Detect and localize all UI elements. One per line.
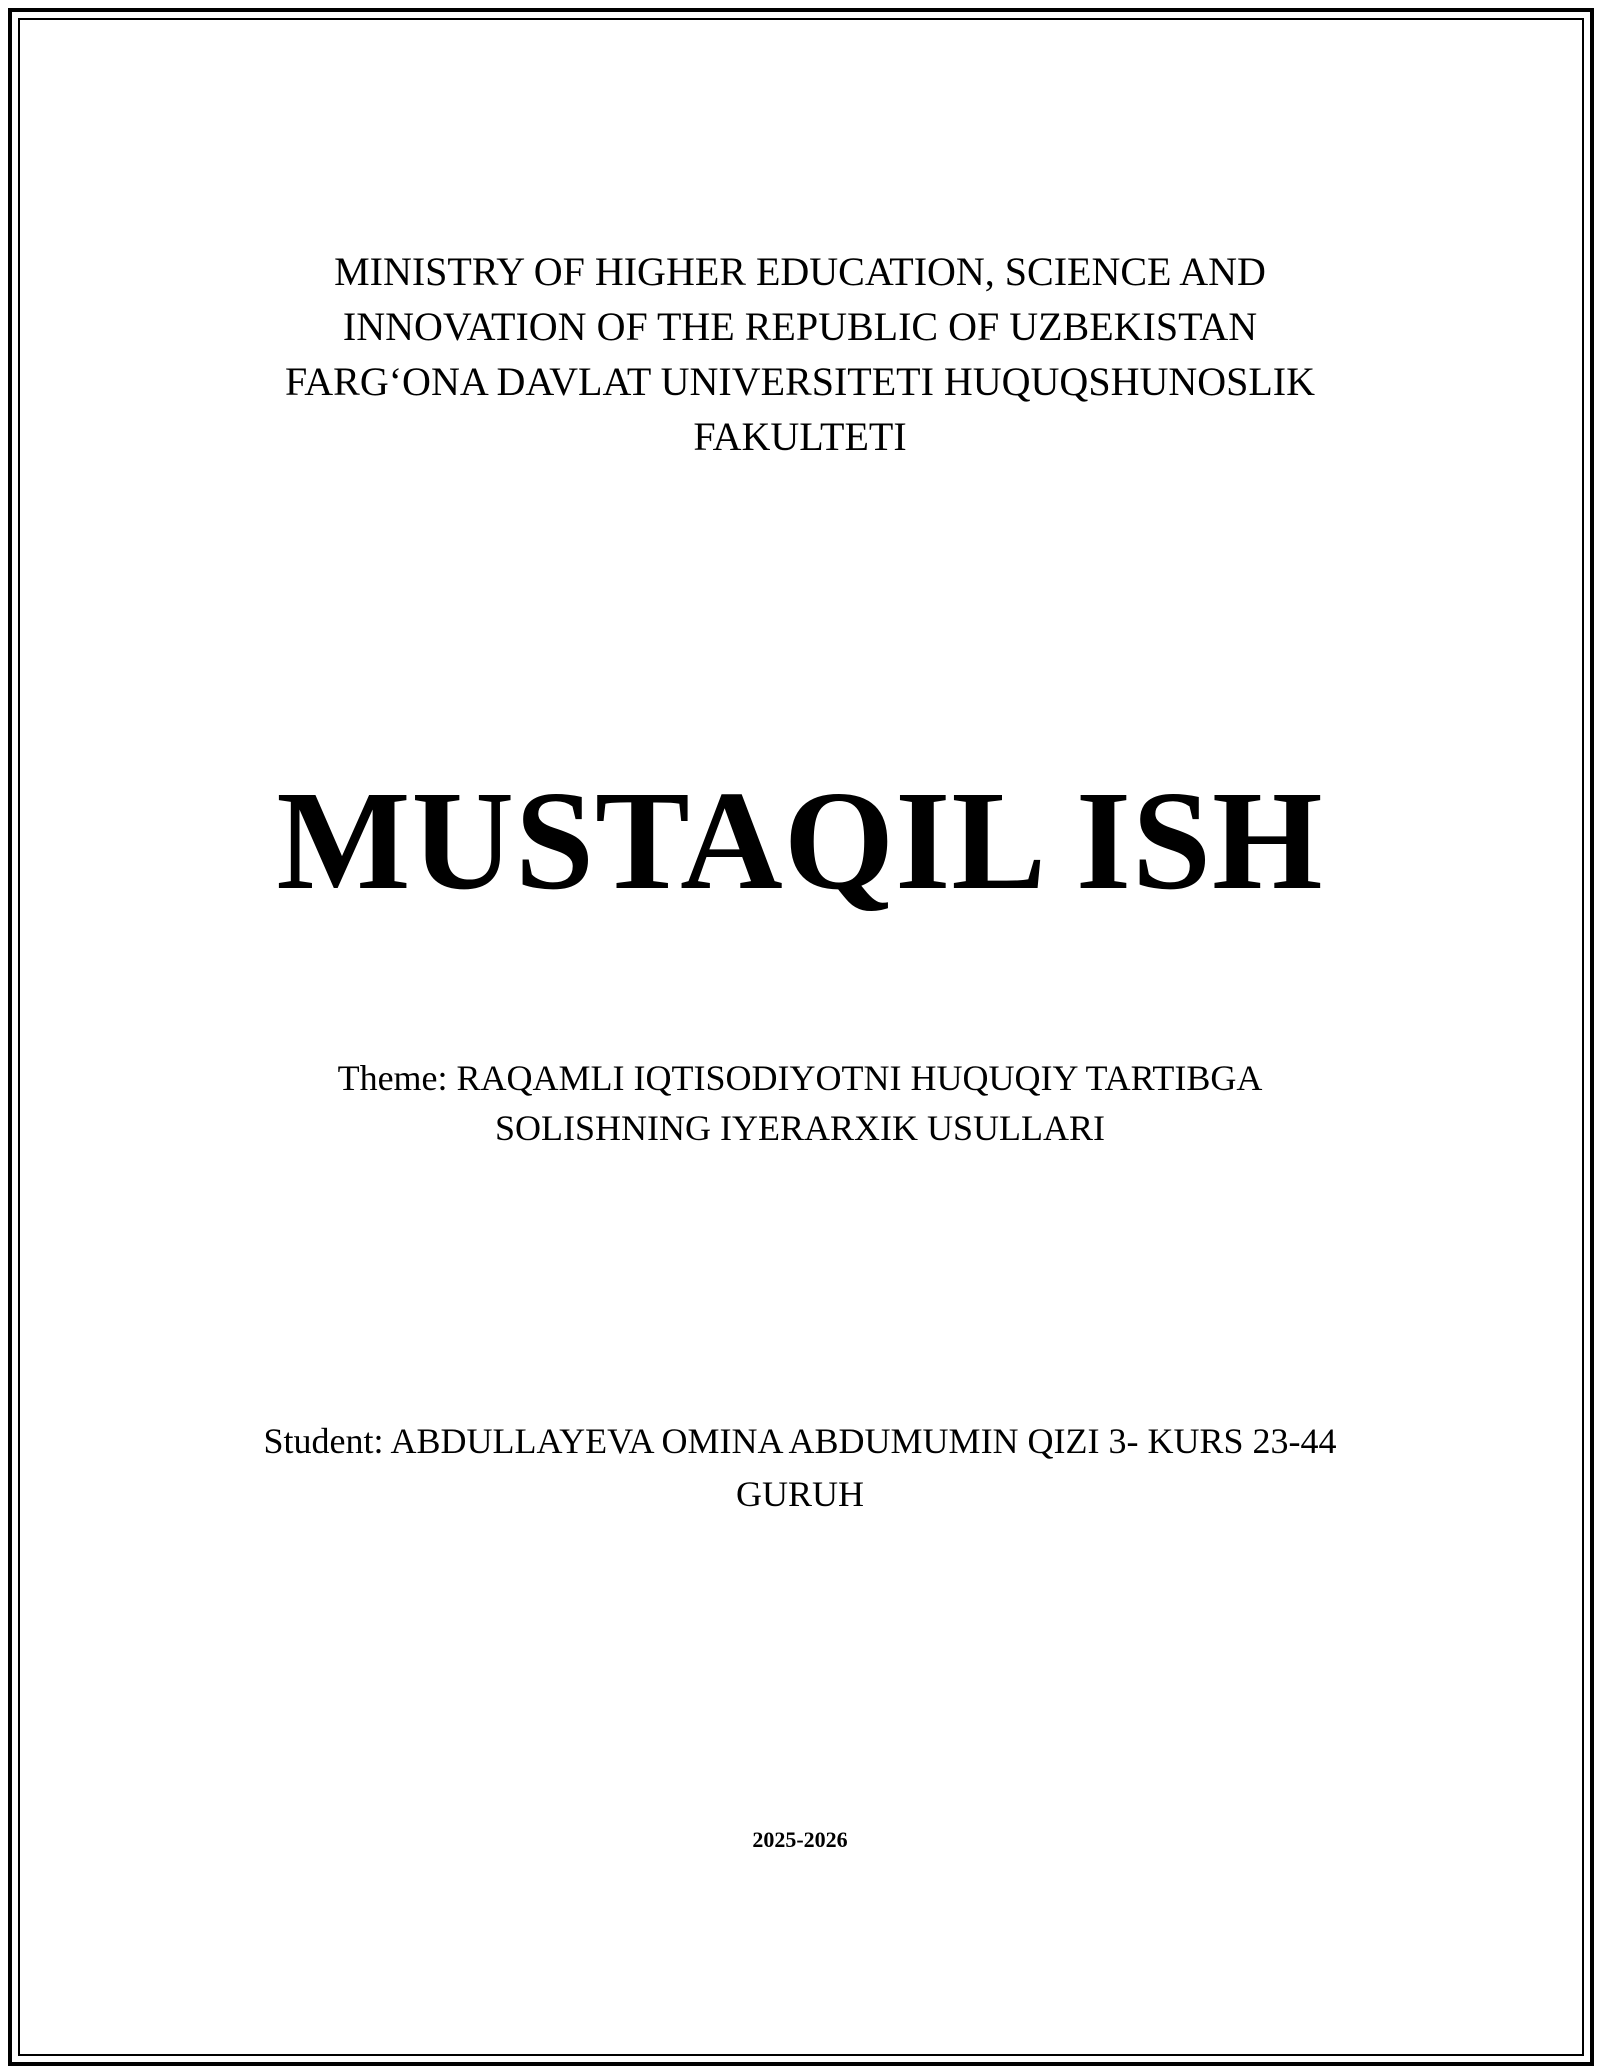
ministry-line-1: MINISTRY OF HIGHER EDUCATION, SCIENCE AND xyxy=(334,249,1266,294)
theme-block xyxy=(0,1053,1600,1153)
ministry-line-2: INNOVATION OF THE REPUBLIC OF UZBEKISTAN xyxy=(342,304,1258,349)
academic-year: 2025-2026 xyxy=(752,1827,848,1852)
theme-line-2: SOLISHNING IYERARXIK USULLARI xyxy=(495,1108,1105,1148)
ministry-line-4: FAKULTETI xyxy=(693,414,907,459)
document-title: MUSTAQIL ISH xyxy=(276,761,1324,919)
ministry-header xyxy=(0,244,1600,464)
ministry-line-3: FARG‘ONA DAVLAT UNIVERSITETI HUQUQSHUNOSLIK xyxy=(285,359,1315,404)
student-line-2: GURUH xyxy=(735,1474,864,1514)
student-block xyxy=(0,1415,1600,1521)
theme-line-1: Theme: RAQAMLI IQTISODIYOTNI HUQUQIY TARTIBGA xyxy=(337,1058,1263,1098)
student-line-1: Student: ABDULLAYEVA OMINA ABDUMUMIN QIZI 3- KURS 23-44 xyxy=(263,1421,1337,1461)
